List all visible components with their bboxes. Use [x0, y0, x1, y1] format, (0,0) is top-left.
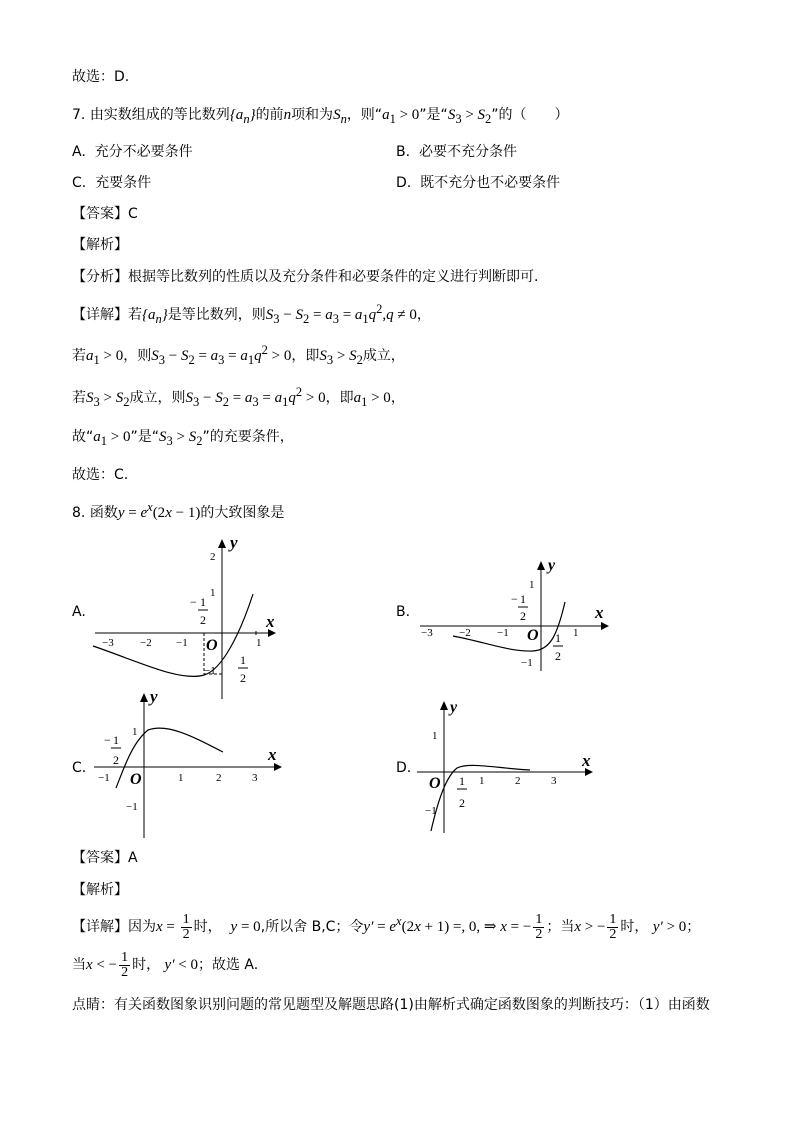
q7-detail-line2: 若$a_1 > 0$，则$S_3 - S_2 = a_3 = a_1q^2 > 0$，即$S_3 > S_2$成立， [72, 343, 405, 367]
q7-detail-line1: 【详解】若$\{a_n\}$是等比数列，则$S_3 - S_2 = a_3 = a_1q^2,q \ne 0$， [72, 302, 431, 326]
q7-number: 7. [72, 107, 86, 123]
svg-text:−1: −1 [521, 657, 533, 669]
svg-text:−1: −1 [126, 801, 138, 813]
svg-text:2: 2 [216, 772, 222, 784]
q7-stem: 7. 由实数组成的等比数列$\{a_n\}$的前n项和为$S_n$，则“$a_1 > 0$”是“$S_3 > S_2$”的（ ） [72, 107, 569, 126]
svg-text:1: 1 [200, 595, 206, 609]
q8-answer: 【答案】A [72, 850, 138, 866]
q8-analysis-tag: 【解析】 [72, 882, 128, 898]
svg-text:x: x [268, 745, 277, 764]
q8-option-d-label[interactable]: D. [396, 760, 412, 776]
svg-text:x: x [266, 612, 275, 631]
graph-d[interactable] [415, 696, 600, 836]
svg-text:−: − [190, 595, 197, 609]
svg-text:x: x [582, 751, 591, 770]
svg-text:−: − [511, 592, 518, 606]
svg-text:−2: −2 [140, 637, 152, 649]
svg-text:3: 3 [551, 775, 557, 787]
svg-text:O: O [130, 771, 142, 788]
q8-stem: 8. 函数$y = e^x(2x - 1)$的大致图象是 [72, 500, 285, 521]
q7-option-a[interactable]: A. 充分不必要条件 [72, 144, 193, 160]
svg-text:−1: −1 [176, 637, 188, 649]
q7-answer: 【答案】C [72, 206, 138, 222]
svg-text:2: 2 [210, 551, 216, 563]
q8-number: 8. [72, 505, 86, 521]
svg-text:1: 1 [459, 774, 465, 788]
svg-text:−1: −1 [497, 627, 509, 639]
svg-text:2: 2 [515, 775, 521, 787]
graph-a-curve [93, 594, 253, 676]
svg-text:2: 2 [200, 613, 206, 627]
svg-text:O: O [429, 775, 441, 792]
graph-a[interactable] [90, 534, 290, 704]
q7-fenxi: 【分析】根据等比数列的性质以及充分条件和必要条件的定义进行判断即可. [72, 269, 539, 285]
svg-text:1: 1 [256, 637, 262, 649]
svg-text:−1: −1 [204, 665, 216, 677]
svg-text:1: 1 [479, 775, 485, 787]
svg-text:−1: −1 [98, 772, 110, 784]
q7-detail-line3: 若$S_3 > S_2$成立，则$S_3 - S_2 = a_3 = a_1q^2 > 0$，即$a_1 > 0$， [72, 385, 405, 409]
q7-option-c[interactable]: C. 充要条件 [72, 175, 152, 191]
svg-text:y: y [548, 557, 556, 574]
svg-text:3: 3 [252, 772, 258, 784]
svg-text:y: y [450, 699, 458, 716]
q8-detail-line1: 【详解】因为x = $\frac{1}{2}$ 时， y = 0,所以舍 B,C；令$y' = e^x(2x + 1)$ =, 0, ⇒ x = − $\frac{1}{2}$ ；当x > − $\frac{1}{2}$ 时， y′ > 0； [72, 911, 701, 942]
svg-text:−3: −3 [102, 637, 114, 649]
svg-text:x: x [595, 603, 604, 622]
q8-option-b-label[interactable]: B. [396, 604, 411, 620]
svg-text:1: 1 [113, 733, 119, 747]
svg-text:−1: −1 [425, 805, 437, 817]
svg-text:1: 1 [432, 730, 438, 742]
svg-text:−2: −2 [459, 627, 471, 639]
svg-text:O: O [527, 627, 539, 644]
q8-option-c-label[interactable]: C. [72, 760, 87, 776]
svg-text:−3: −3 [421, 627, 433, 639]
svg-text:1: 1 [210, 587, 216, 599]
svg-text:1: 1 [573, 627, 579, 639]
svg-text:y: y [230, 534, 238, 552]
q7-option-d[interactable]: D. 既不充分也不必要条件 [396, 175, 561, 191]
svg-text:y: y [150, 688, 158, 706]
svg-text:2: 2 [113, 753, 119, 767]
q7-conclusion: 故选：C. [72, 467, 129, 483]
svg-text:1: 1 [178, 772, 184, 784]
svg-text:O: O [206, 637, 218, 654]
svg-text:1: 1 [240, 653, 246, 667]
svg-text:−: − [104, 733, 111, 747]
svg-text:1: 1 [132, 726, 138, 738]
q8-option-a-label[interactable]: A. [72, 604, 86, 620]
graph-b[interactable] [415, 556, 615, 674]
svg-text:2: 2 [459, 796, 465, 810]
svg-text:2: 2 [240, 671, 246, 685]
q7-analysis-tag: 【解析】 [72, 237, 128, 253]
svg-text:1: 1 [529, 579, 535, 591]
svg-text:2: 2 [555, 649, 561, 663]
q8-remark: 点睛：有关函数图象识别问题的常见题型及解题思路(1)由解析式确定函数图象的判断技巧：（1）由函数 [72, 997, 710, 1013]
graph-c[interactable] [92, 688, 288, 840]
svg-text:1: 1 [520, 592, 526, 606]
q7-option-b[interactable]: B. 必要不充分条件 [396, 144, 517, 160]
svg-text:1: 1 [555, 631, 561, 645]
q7-detail-line4: 故“$a_1 > 0$”是“$S_3 > S_2$”的充要条件， [72, 429, 294, 448]
q8-detail-line2: 当x < − $\frac{1}{2}$ 时， y′ < 0；故选 A. [72, 949, 259, 980]
svg-text:2: 2 [520, 609, 526, 623]
prev-conclusion: 故选：D. [72, 69, 130, 85]
